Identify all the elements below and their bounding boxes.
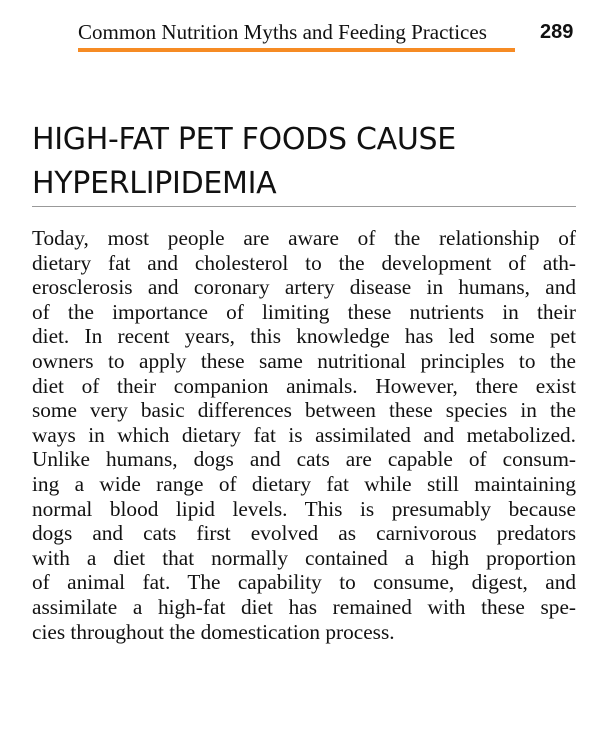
paragraph-line: owners to apply these same nutritional principles to the: [32, 348, 576, 373]
paragraph-line: ing a wide range of dietary fat while still maintaining: [32, 471, 576, 496]
paragraph-line: dogs and cats first evolved as carnivorous predators: [32, 521, 576, 546]
running-head-title: Common Nutrition Myths and Feeding Practices: [78, 20, 487, 44]
paragraph-line: dietary fat and cholesterol to the development of ath-: [32, 250, 576, 275]
paragraph-line: diet of their companion animals. However, there exist: [32, 373, 576, 398]
paragraph-line: diet. In recent years, this knowledge has led some pet: [32, 324, 576, 349]
paragraph-line: Today, most people are aware of the relationship of: [32, 226, 576, 250]
running-head: [78, 20, 487, 45]
body-paragraph: [32, 226, 576, 644]
section-heading: [32, 118, 456, 206]
paragraph-line: erosclerosis and coronary artery disease in humans, and: [32, 275, 576, 300]
paragraph-line: cies throughout the domestication process.: [32, 619, 395, 644]
page-number: 289: [540, 21, 574, 43]
paragraph-line: of animal fat. The capability to consume, digest, and: [32, 570, 576, 595]
paragraph-line: Unlike humans, dogs and cats are capable of consum-: [32, 447, 576, 472]
paragraph-line: some very basic differences between these species in the: [32, 398, 576, 423]
section-heading-line: HYPERLIPIDEMIA: [32, 166, 277, 201]
paragraph-line: assimilate a high-fat diet has remained with these spe-: [32, 594, 576, 619]
heading-divider: [32, 206, 576, 207]
paragraph-line: of the importance of limiting these nutrients in their: [32, 299, 576, 324]
paragraph-line: with a diet that normally contained a high proportion: [32, 545, 576, 570]
section-heading-line: HIGH-FAT PET FOODS CAUSE: [32, 122, 456, 157]
paragraph-line: normal blood lipid levels. This is presumably because: [32, 496, 576, 521]
running-head-underline: [78, 48, 515, 52]
paragraph-line: ways in which dietary fat is assimilated and metabolized.: [32, 422, 576, 447]
